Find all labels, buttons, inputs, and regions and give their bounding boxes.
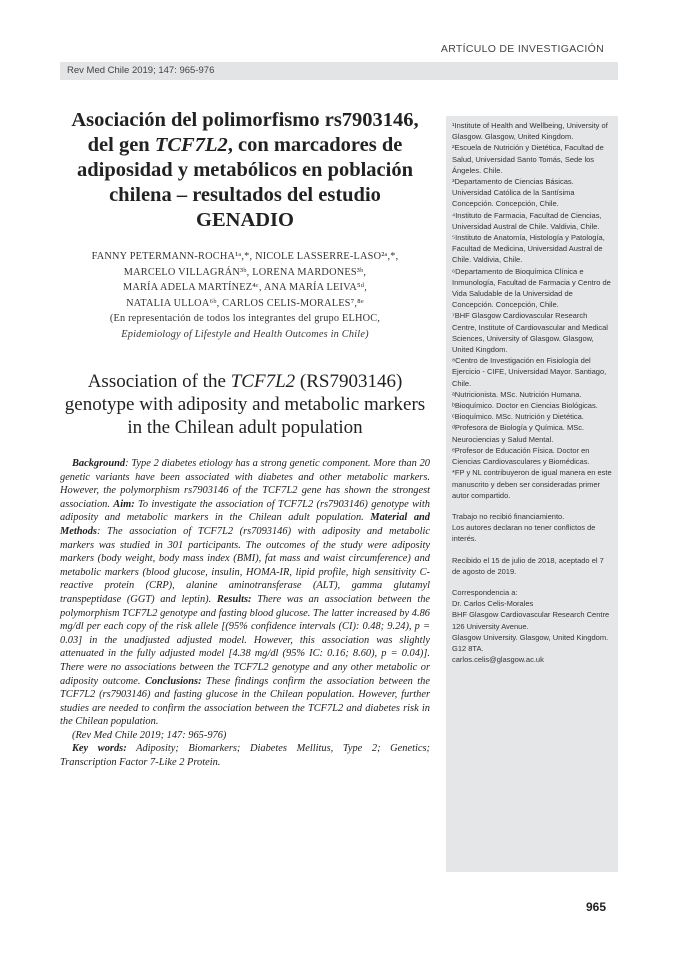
results-text: There was an association between the polymorphism TCF7L2 genotype and fasting blood glucose. The latter increased by 4.86 mg/dl per each copy of the risk allele [(95% confidence intervals (CI): 0.48; 9.24), p = 0.03] in the unadjusted adjusted model. However, this association was slightly attenuated in the fully adjusted model [4.38 mg/dl (95% IC: 0.16; 8.60), p = 0.04)]. There were no associations between the TCF7L2 genotype and any other metabolic or adiposity outcome. <box>60 593 431 687</box>
background-text: : Type 2 diabetes etiology has a strong genetic component. More than 20 genetic variants have been associated with diabetes and other metabolic markers. However, the polymorphism rs7903146 of the TCF7L2 gene has shown the strongest association. <box>60 458 430 510</box>
affiliation: ⁷BHF Glasgow Cardiovascular Research Centre, Institute of Cardiovascular and Medical Sciences, University of Glasgow. Glasgow, United Kingdom. <box>452 311 608 355</box>
conclusions-text: These findings confirm the association between the TCF7L2 (rs7903146) and fasting glucose in the Chilean population. However, further studies are needed to confirm the association between the TCF7L2 and diabetes risk in the Chilean population. <box>60 675 430 728</box>
correspondence <box>452 587 612 665</box>
group-note: (En representación de todos los integrantes del grupo ELHOC, <box>109 313 381 324</box>
keywords-text: Adiposity; Biomarkers; Diabetes Mellitus, Type 2; Genetics; Transcription Factor 7-Like 2 Protein. <box>60 743 430 769</box>
affiliations <box>452 120 612 501</box>
author-line-3: MARÍA ADELA MARTÍNEZ⁴ᶜ, ANA MARÍA LEIVA⁵ᵈ, <box>123 282 367 293</box>
section-label: ARTÍCULO DE INVESTIGACIÓN <box>440 43 604 55</box>
conclusions-label: Conclusions: <box>144 675 202 687</box>
title-en-gene: TCF7L2 <box>230 371 296 392</box>
title-en-part1: Association of the <box>87 371 231 392</box>
affiliation: ⁶Departamento de Bioquímica Clínica e Inmunología, Facultad de Farmacia y Centro de Vida Saludable de la Universidad de Concepción. Concepción, Chile. <box>452 266 611 310</box>
author-list <box>60 249 430 342</box>
author-line-1: FANNY PETERMANN-ROCHA¹ᵃ,*, NICOLE LASSERRE-LASO²ᵃ,*, <box>91 251 399 262</box>
author-line-2: MARCELO VILLAGRÁN³ᵇ, LORENA MARDONES³ᵇ, <box>123 266 367 278</box>
affiliation: ᶜBioquímico. MSc. Nutrición y Dietética. <box>452 412 584 422</box>
received-dates: Recibido el 15 de julio de 2018, aceptado el 7 de agosto de 2019. <box>452 555 604 576</box>
methods-label: Material and Methods <box>60 512 430 537</box>
title-en-part2: (RS7903146) genotype with adiposity and metabolic markers in the Chilean adult population <box>64 371 426 438</box>
results-label: Results: <box>216 593 252 605</box>
background-label: Background <box>72 458 126 469</box>
correspondence-email[interactable]: carlos.celis@glasgow.ac.uk <box>452 655 544 665</box>
affiliation: ᵉProfesor de Educación Física. Doctor en Ciencias Cardiovasculares y Biomédicas. <box>452 445 590 467</box>
author-line-4: NATALIA ULLOA⁶ᵇ, CARLOS CELIS-MORALES⁷,⁸ᵉ <box>126 297 364 309</box>
abstract-citation: (Rev Med Chile 2019; 147: 965-976) <box>72 729 227 741</box>
conflict-statement: Los autores declaran no tener conflictos de interés. <box>452 523 596 544</box>
aim-label: Aim: <box>113 498 135 510</box>
affiliation: ᵃNutricionista. MSc. Nutrición Humana. <box>452 389 582 399</box>
affiliation: ⁵Instituto de Anatomía, Histología y Patología, Facultad de Medicina, Universidad Austral de Chile. Valdivia, Chile. <box>452 233 605 265</box>
affiliation: ᵇBioquímico. Doctor en Ciencias Biológicas. <box>452 401 598 411</box>
abstract <box>60 457 430 770</box>
group-name: Epidemiology of Lifestyle and Health Outcomes in Chile) <box>121 328 369 340</box>
title-es-part1: Asociación del polimorfismo rs7903146, del gen <box>71 109 419 156</box>
sidebar <box>446 116 618 872</box>
journal-citation-bar <box>60 62 618 80</box>
page-number: 965 <box>585 900 606 914</box>
correspondence-line: Dr. Carlos Celis-Morales <box>452 599 534 609</box>
main-column <box>60 108 430 770</box>
title-es-part2: , con marcadores de adiposidad y metabólicos en población chilena – resultados del estudio GENADIO <box>76 134 414 231</box>
english-title <box>60 370 430 439</box>
abstract-body <box>60 457 430 729</box>
affiliation: ¹Institute of Health and Wellbeing, University of Glasgow. Glasgow, United Kingdom. <box>452 121 608 142</box>
affiliation: ᵈProfesora de Biología y Química. MSc. Neurociencias y Salud Mental. <box>452 423 585 444</box>
correspondence-line: Correspondencia a: <box>452 587 518 597</box>
affiliation: *FP y NL contribuyeron de igual manera en este manuscrito y deben ser consideradas primer autor compartido. <box>452 468 612 500</box>
methods-text: : The association of TCF7L2 (rs7093146) with adiposity and metabolic markers was studied in 301 participants. The outcomes of the study were adiposity markers (body weight, body mass index (BMI), fat mass and waist circumference) and metabolic markers (blood glucose, insulin, HOMA-IR, lipid profile, high sensitivity C-reactive protein (CRP), alanine aminotransferase (ALT), gamma glutamyl transpeptidase (GGT) and leptin). <box>60 525 430 605</box>
correspondence-line: Glasgow University. Glasgow, United Kingdom. G12 8TA. <box>452 632 609 653</box>
affiliation: ⁸Centro de Investigación en Fisiología del Ejercicio - CIFE, Universidad Mayor. Santiago, Chile. <box>452 356 607 388</box>
keywords <box>60 742 430 769</box>
affiliation: ⁴Instituto de Farmacia, Facultad de Ciencias, Universidad Austral de Chile. Valdivia, Chile. <box>452 210 602 231</box>
correspondence-line: 126 University Avenue. <box>452 621 529 631</box>
affiliation: ³Departamento de Ciencias Básicas. Universidad Católica de la Santísima Concepción. Concepción, Chile. <box>452 177 575 209</box>
funding-statement: Trabajo no recibió financiamiento. <box>452 511 565 521</box>
aim-text: To investigate the association of TCF7L2 (rs7903146) genotype with adiposity and metabolic markers in the Chilean adult population. <box>60 498 430 524</box>
keywords-label: Key words: <box>72 743 127 755</box>
correspondence-line: BHF Glasgow Cardiovascular Research Centre <box>452 610 610 620</box>
affiliation: ²Escuela de Nutrición y Dietética, Facultad de Salud, Universidad Santo Tomás, Sede los Ángeles. Chile. <box>452 143 604 175</box>
title-es-gene: TCF7L2 <box>154 134 228 156</box>
journal-citation: Rev Med Chile 2019; 147: 965-976 <box>67 65 215 76</box>
spanish-title <box>60 108 430 233</box>
